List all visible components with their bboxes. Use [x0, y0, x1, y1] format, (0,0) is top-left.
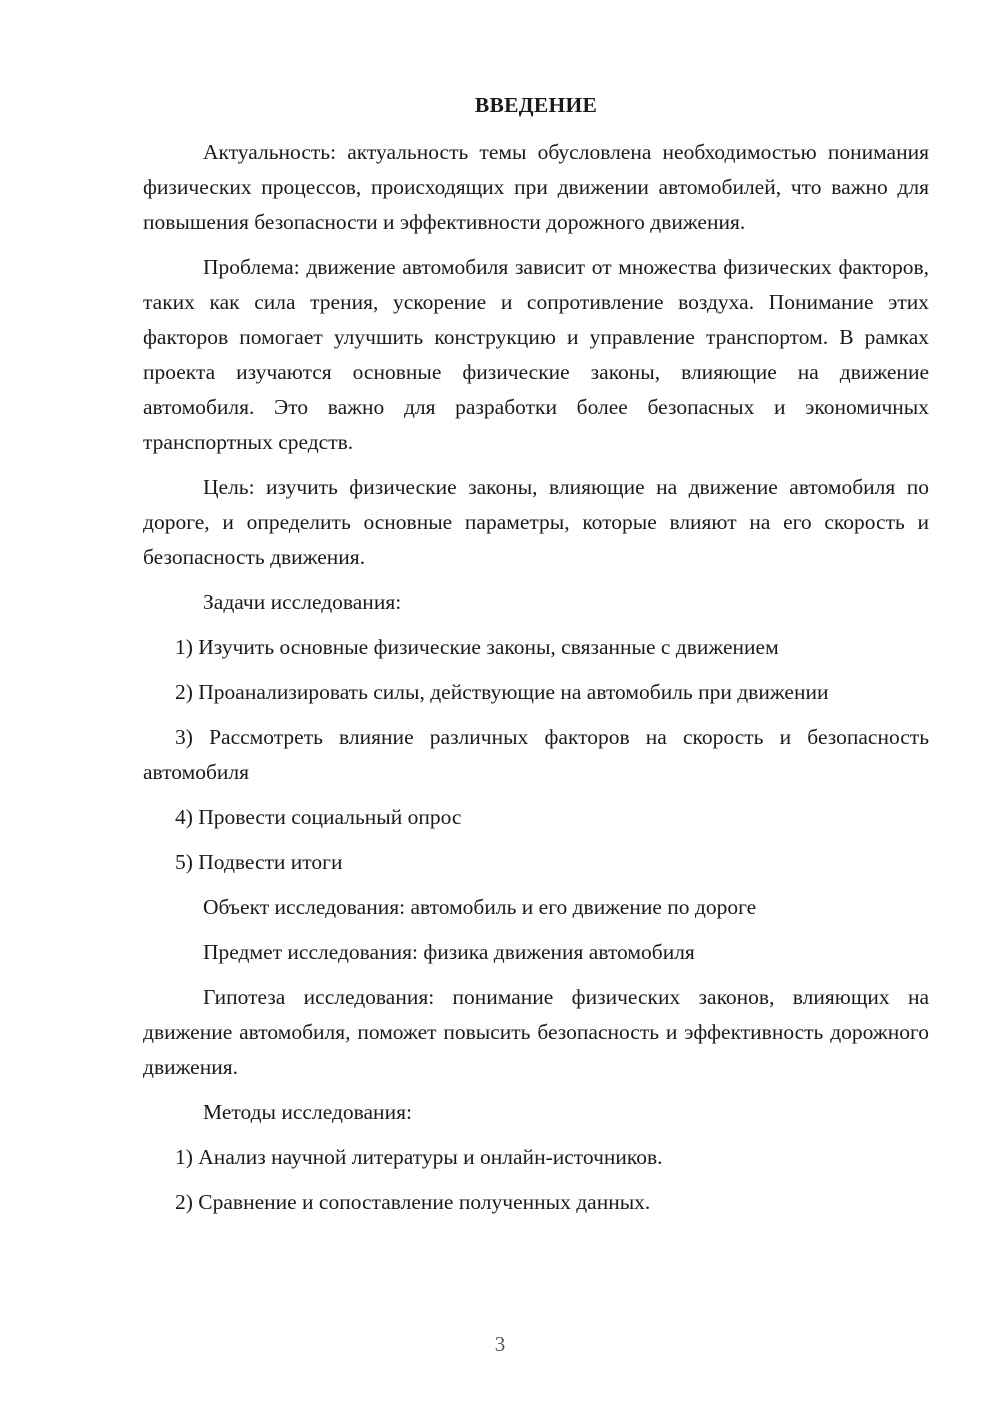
- paragraph-methods-heading: Методы исследования:: [203, 1100, 412, 1124]
- task-item: 5) Подвести итоги: [175, 850, 343, 874]
- task-item: 1) Изучить основные физические законы, связанные с движением: [175, 635, 779, 659]
- paragraph-subject: Предмет исследования: физика движения автомобиля: [203, 940, 695, 964]
- task-item: 4) Провести социальный опрос: [175, 805, 462, 829]
- method-item: 1) Анализ научной литературы и онлайн-источников.: [175, 1145, 663, 1169]
- paragraph-problem: Проблема: движение автомобиля зависит от множества физических факторов, таких как сила трения, ускорение и сопротивление воздуха. Понимание этих факторов помогает улучшить конструкцию и управление транспортом. В рамках проекта изучаются основные физические законы, влияющие на движение автомобиля. Это важно для разработки более безопасных и экономичных транспортных средств.: [143, 255, 929, 454]
- page-number: 3: [494, 1332, 506, 1356]
- page-title: ВВЕДЕНИЕ: [474, 93, 598, 117]
- paragraph-hypothesis: Гипотеза исследования: понимание физических законов, влияющих на движение автомобиля, поможет повысить безопасность и эффективность дорожного движения.: [143, 985, 929, 1079]
- page-content: [143, 88, 929, 1230]
- task-item: 3) Рассмотреть влияние различных факторов на скорость и безопасность автомобиля: [143, 725, 929, 784]
- method-item: 2) Сравнение и сопоставление полученных данных.: [175, 1190, 651, 1214]
- paragraph-relevance: Актуальность: актуальность темы обусловлена необходимостью понимания физических процессов, происходящих при движении автомобилей, что важно для повышения безопасности и эффективности дорожного движения.: [143, 140, 929, 234]
- task-item: 2) Проанализировать силы, действующие на автомобиль при движении: [175, 680, 829, 704]
- paragraph-goal: Цель: изучить физические законы, влияющие на движение автомобиля по дороге, и определить основные параметры, которые влияют на его скорость и безопасность движения.: [143, 475, 929, 569]
- paragraph-tasks-heading: Задачи исследования:: [203, 590, 402, 614]
- paragraph-object: Объект исследования: автомобиль и его движение по дороге: [203, 895, 757, 919]
